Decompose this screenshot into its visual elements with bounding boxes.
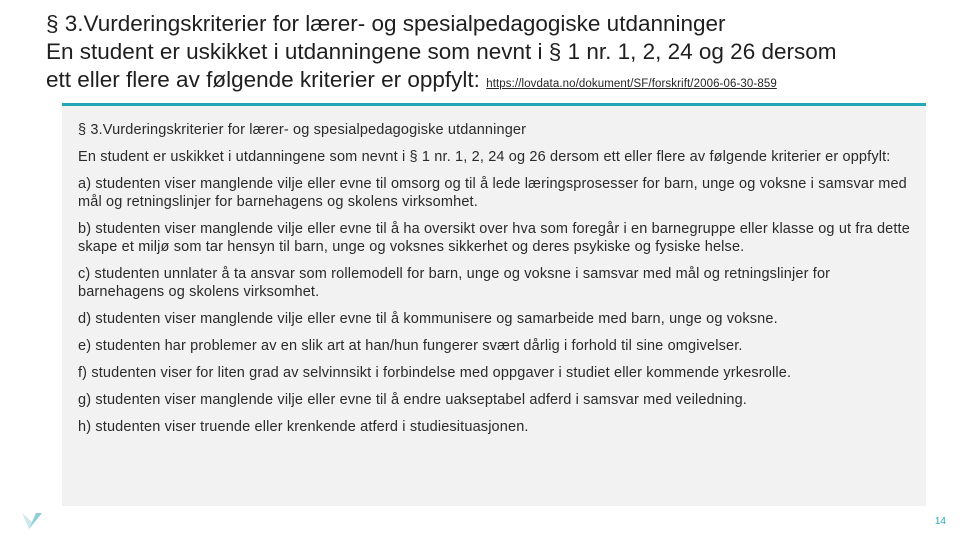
quote-heading: § 3.Vurderingskriterier for lærer- og spesialpedagogiske utdanninger	[78, 122, 527, 138]
criterion-e: e) studenten har problemer av en slik art at han/hun fungerer svært dårlig i forhold til sine omgivelser.	[78, 338, 743, 354]
slide-title	[46, 10, 936, 98]
title-line-3	[46, 66, 936, 98]
criterion-h: h) studenten viser truende eller krenkende atferd i studiesituasjonen.	[78, 419, 529, 435]
criterion-f: f) studenten viser for liten grad av selvinnsikt i forbindelse med oppgaver i studiet eller kommende yrkesrolle.	[78, 365, 792, 381]
page-number: 14	[934, 516, 946, 527]
criterion-d: d) studenten viser manglende vilje eller evne til å kommunisere og samarbeide med barn, unge og voksne.	[78, 311, 778, 327]
title-line-2: En student er uskikket i utdanningene som nevnt i § 1 nr. 1, 2, 24 og 26 dersom	[46, 39, 837, 64]
criterion-c: c) studenten unnlater å ta ansvar som rollemodell for barn, unge og voksne i samsvar med mål og retningslinjer for barnehagens og skolens virksomhet.	[78, 266, 831, 300]
criterion-a: a) studenten viser manglende vilje eller evne til omsorg og til å lede læringsprosesser for barn, unge og voksne i samsvar med mål og retningslinjer for barnehagens og skolens virksomhet.	[78, 176, 907, 210]
regulation-quote-box	[62, 106, 926, 506]
quote-intro: En student er uskikket i utdanningene som nevnt i § 1 nr. 1, 2, 24 og 26 dersom ett eller flere av følgende kriterier er oppfylt:	[78, 149, 891, 165]
lovdata-link[interactable]: https://lovdata.no/dokument/SF/forskrift/2006-06-30-859	[486, 78, 777, 90]
criterion-g: g) studenten viser manglende vilje eller evne til å endre uakseptabel adferd i samsvar med veiledning.	[78, 392, 747, 408]
brand-logo-icon	[20, 511, 44, 531]
title-line-1: § 3.Vurderingskriterier for lærer- og spesialpedagogiske utdanninger	[46, 11, 726, 36]
title-line-3-text: ett eller flere av følgende kriterier er oppfylt:	[46, 67, 480, 92]
criterion-b: b) studenten viser manglende vilje eller evne til å ha oversikt over hva som foregår i en barnegruppe eller klasse og ut fra dette skape et miljø som tar hensyn til barn, unge og voksnes sikkerhet og deres psykiske og fysiske helse.	[78, 221, 910, 255]
